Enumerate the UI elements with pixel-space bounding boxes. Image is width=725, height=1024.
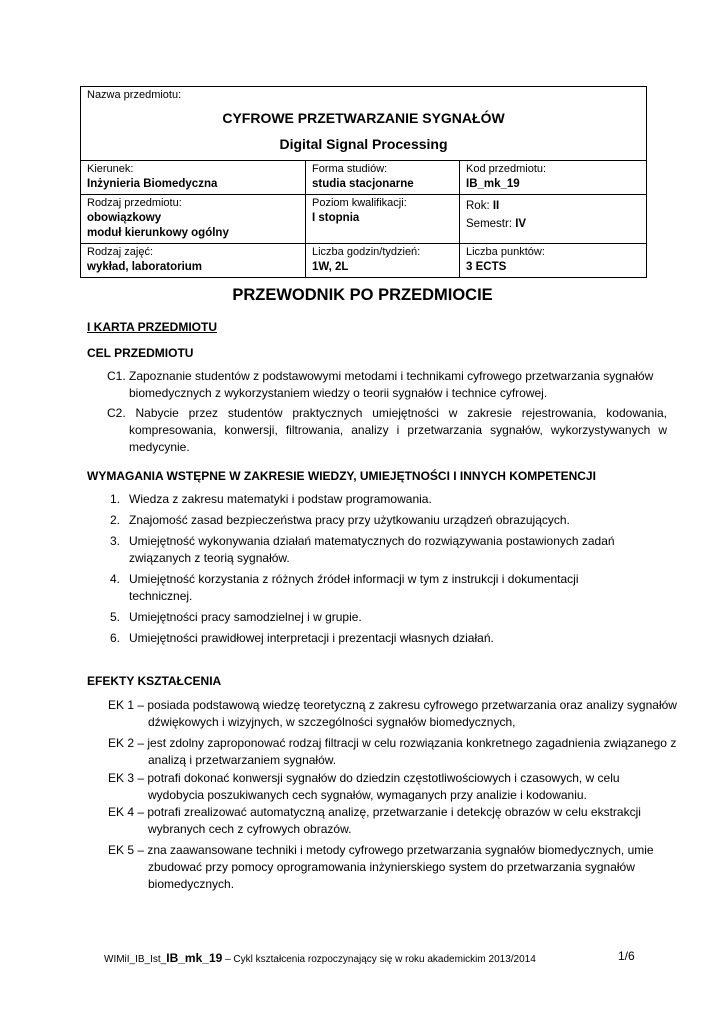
outcome-ek3: EK 3 – potrafi dokonać konwersji sygnałów do dziedzin częstotliwościowych i czasowych, w celu wydobycia poszukiwanych cech sygnałów, wymaganych przy analizie i kodowaniu. — [108, 771, 620, 802]
outcomes-heading: EFEKTY KSZTAŁCENIA — [87, 674, 222, 688]
goal-c1: C1. Zapoznanie studentów z podstawowymi metodami i technikami cyfrowego przetwarzania sygnałów biomedycznych z wykorzystaniem wiedzy o teorii sygnałów i technice cyfrowej. — [107, 369, 654, 400]
subject-label: Nazwa przedmiotu: — [87, 89, 182, 101]
type-value-2: moduł kierunkowy ogólny — [87, 227, 229, 239]
course-title-en: Digital Signal Processing — [279, 136, 448, 152]
guide-title: PRZEWODNIK PO PRZEDMIOCIE — [232, 286, 493, 304]
goal-heading: CEL PRZEDMIOTU — [87, 346, 194, 360]
level-label: Poziom kwalifikacji: — [312, 197, 407, 209]
semester-value: IV — [515, 218, 527, 230]
list-text: Znajomość zasad bezpieczeństwa pracy przy użytkowaniu urządzeń obrazujących. — [129, 513, 570, 527]
footer-suffix: – Cykl kształcenia rozpoczynający się w roku akademickim 2013/2014 — [222, 954, 536, 965]
goal-c2: C2. Nabycie przez studentów praktycznych umiejętności w zakresie rejestrowania, kodowania, kompresowania, konwersji, filtrowania, analizy i przetwarzania sygnałów, wykorzystywanych w medycynie. — [107, 406, 667, 454]
code-value: IB_mk_19 — [466, 178, 520, 190]
list-text: Umiejętności pracy samodzielnej i w grupie. — [129, 610, 362, 624]
list-number: 2. — [110, 513, 121, 527]
requirements-list — [105, 491, 645, 651]
outcome-ek2: EK 2 – jest zdolny zaproponować rodzaj filtracji w celu rozwiązania konkretnego zagadnienia związanego z analizą i przetwarzaniem sygnałów. — [108, 736, 677, 767]
field-value: Inżynieria Biomedyczna — [87, 178, 218, 190]
footer — [104, 951, 536, 965]
course-info-table — [80, 86, 647, 278]
requirements-heading: WYMAGANIA WSTĘPNE W ZAKRESIE WIEDZY, UMIEJĘTNOŚCI I INNYCH KOMPETENCJI — [87, 469, 596, 483]
classes-value: wykład, laboratorium — [87, 261, 203, 273]
classes-cell — [81, 244, 306, 278]
list-text: Umiejętność korzystania z różnych źródeł informacji w tym z instrukcji i dokumentacji technicznej. — [129, 572, 579, 603]
list-item — [105, 571, 645, 605]
page-number: 1/6 — [618, 949, 635, 963]
type-cell — [81, 195, 306, 244]
list-number: 3. — [110, 534, 121, 548]
year-line — [466, 199, 640, 214]
list-text: Wiedza z zakresu matematyki i podstaw programowania. — [129, 492, 432, 506]
list-item — [105, 609, 645, 626]
list-number: 4. — [110, 572, 121, 586]
hours-cell — [306, 244, 460, 278]
footer-code: IB_mk_19 — [166, 951, 223, 965]
type-label: Rodzaj przedmiotu: — [87, 197, 182, 209]
code-cell — [460, 161, 647, 195]
level-cell — [306, 195, 460, 244]
semester-line — [466, 217, 640, 232]
year-semester-cell — [460, 195, 647, 244]
card-heading: I KARTA PRZEDMIOTU — [87, 320, 217, 334]
form-value: studia stacjonarne — [312, 178, 414, 190]
field-label: Kierunek: — [87, 163, 134, 175]
list-item — [105, 512, 645, 529]
hours-value: 1W, 2L — [312, 261, 349, 273]
list-item — [105, 533, 645, 567]
footer-prefix: WIMiI_IB_Ist_ — [104, 954, 167, 965]
points-label: Liczba punktów: — [466, 246, 545, 258]
year-value: II — [492, 200, 500, 212]
outcome-ek5: EK 5 – zna zaawansowane techniki i metody cyfrowego przetwarzania sygnałów biomedycznych, umie zbudować przy pomocy oprogramowania inżynierskiego system do przetwarzania sygnałów biomedycznych. — [108, 843, 654, 891]
points-value: 3 ECTS — [466, 261, 507, 273]
type-value-1: obowiązkowy — [87, 212, 162, 224]
subject-name-cell — [81, 87, 647, 161]
hours-label: Liczba godzin/tydzień: — [312, 246, 421, 258]
outcome-ek1: EK 1 – posiada podstawową wiedzę teoretyczną z zakresu cyfrowego przetwarzania oraz analizy sygnałów dźwiękowych i wizyjnych, w szczególności sygnałów biomedycznych, — [108, 698, 677, 729]
year-label: Rok: — [466, 200, 490, 212]
outcome-ek4: EK 4 – potrafi zrealizować automatyczną analizę, przetwarzanie i detekcję obrazów w celu ekstrakcji wybranych cech z cyfrowych obrazów. — [108, 805, 641, 836]
code-label: Kod przedmiotu: — [466, 163, 547, 175]
list-text: Umiejętność wykonywania działań matematycznych do rozwiązywania postawionych zadań związanych z teorią sygnałów. — [129, 534, 615, 565]
list-number: 1. — [110, 492, 121, 506]
semester-label: Semestr: — [466, 218, 513, 230]
field-cell — [81, 161, 306, 195]
list-item — [105, 491, 645, 508]
classes-label: Rodzaj zajęć: — [87, 246, 154, 258]
form-cell — [306, 161, 460, 195]
list-number: 6. — [110, 631, 121, 645]
level-value: I stopnia — [312, 212, 360, 224]
list-item — [105, 630, 645, 647]
form-label: Forma studiów: — [312, 163, 388, 175]
list-text: Umiejętności prawidłowej interpretacji i prezentacji własnych działań. — [129, 631, 494, 645]
course-title-pl: CYFROWE PRZETWARZANIE SYGNAŁÓW — [222, 110, 505, 126]
points-cell — [460, 244, 647, 278]
list-number: 5. — [110, 610, 121, 624]
